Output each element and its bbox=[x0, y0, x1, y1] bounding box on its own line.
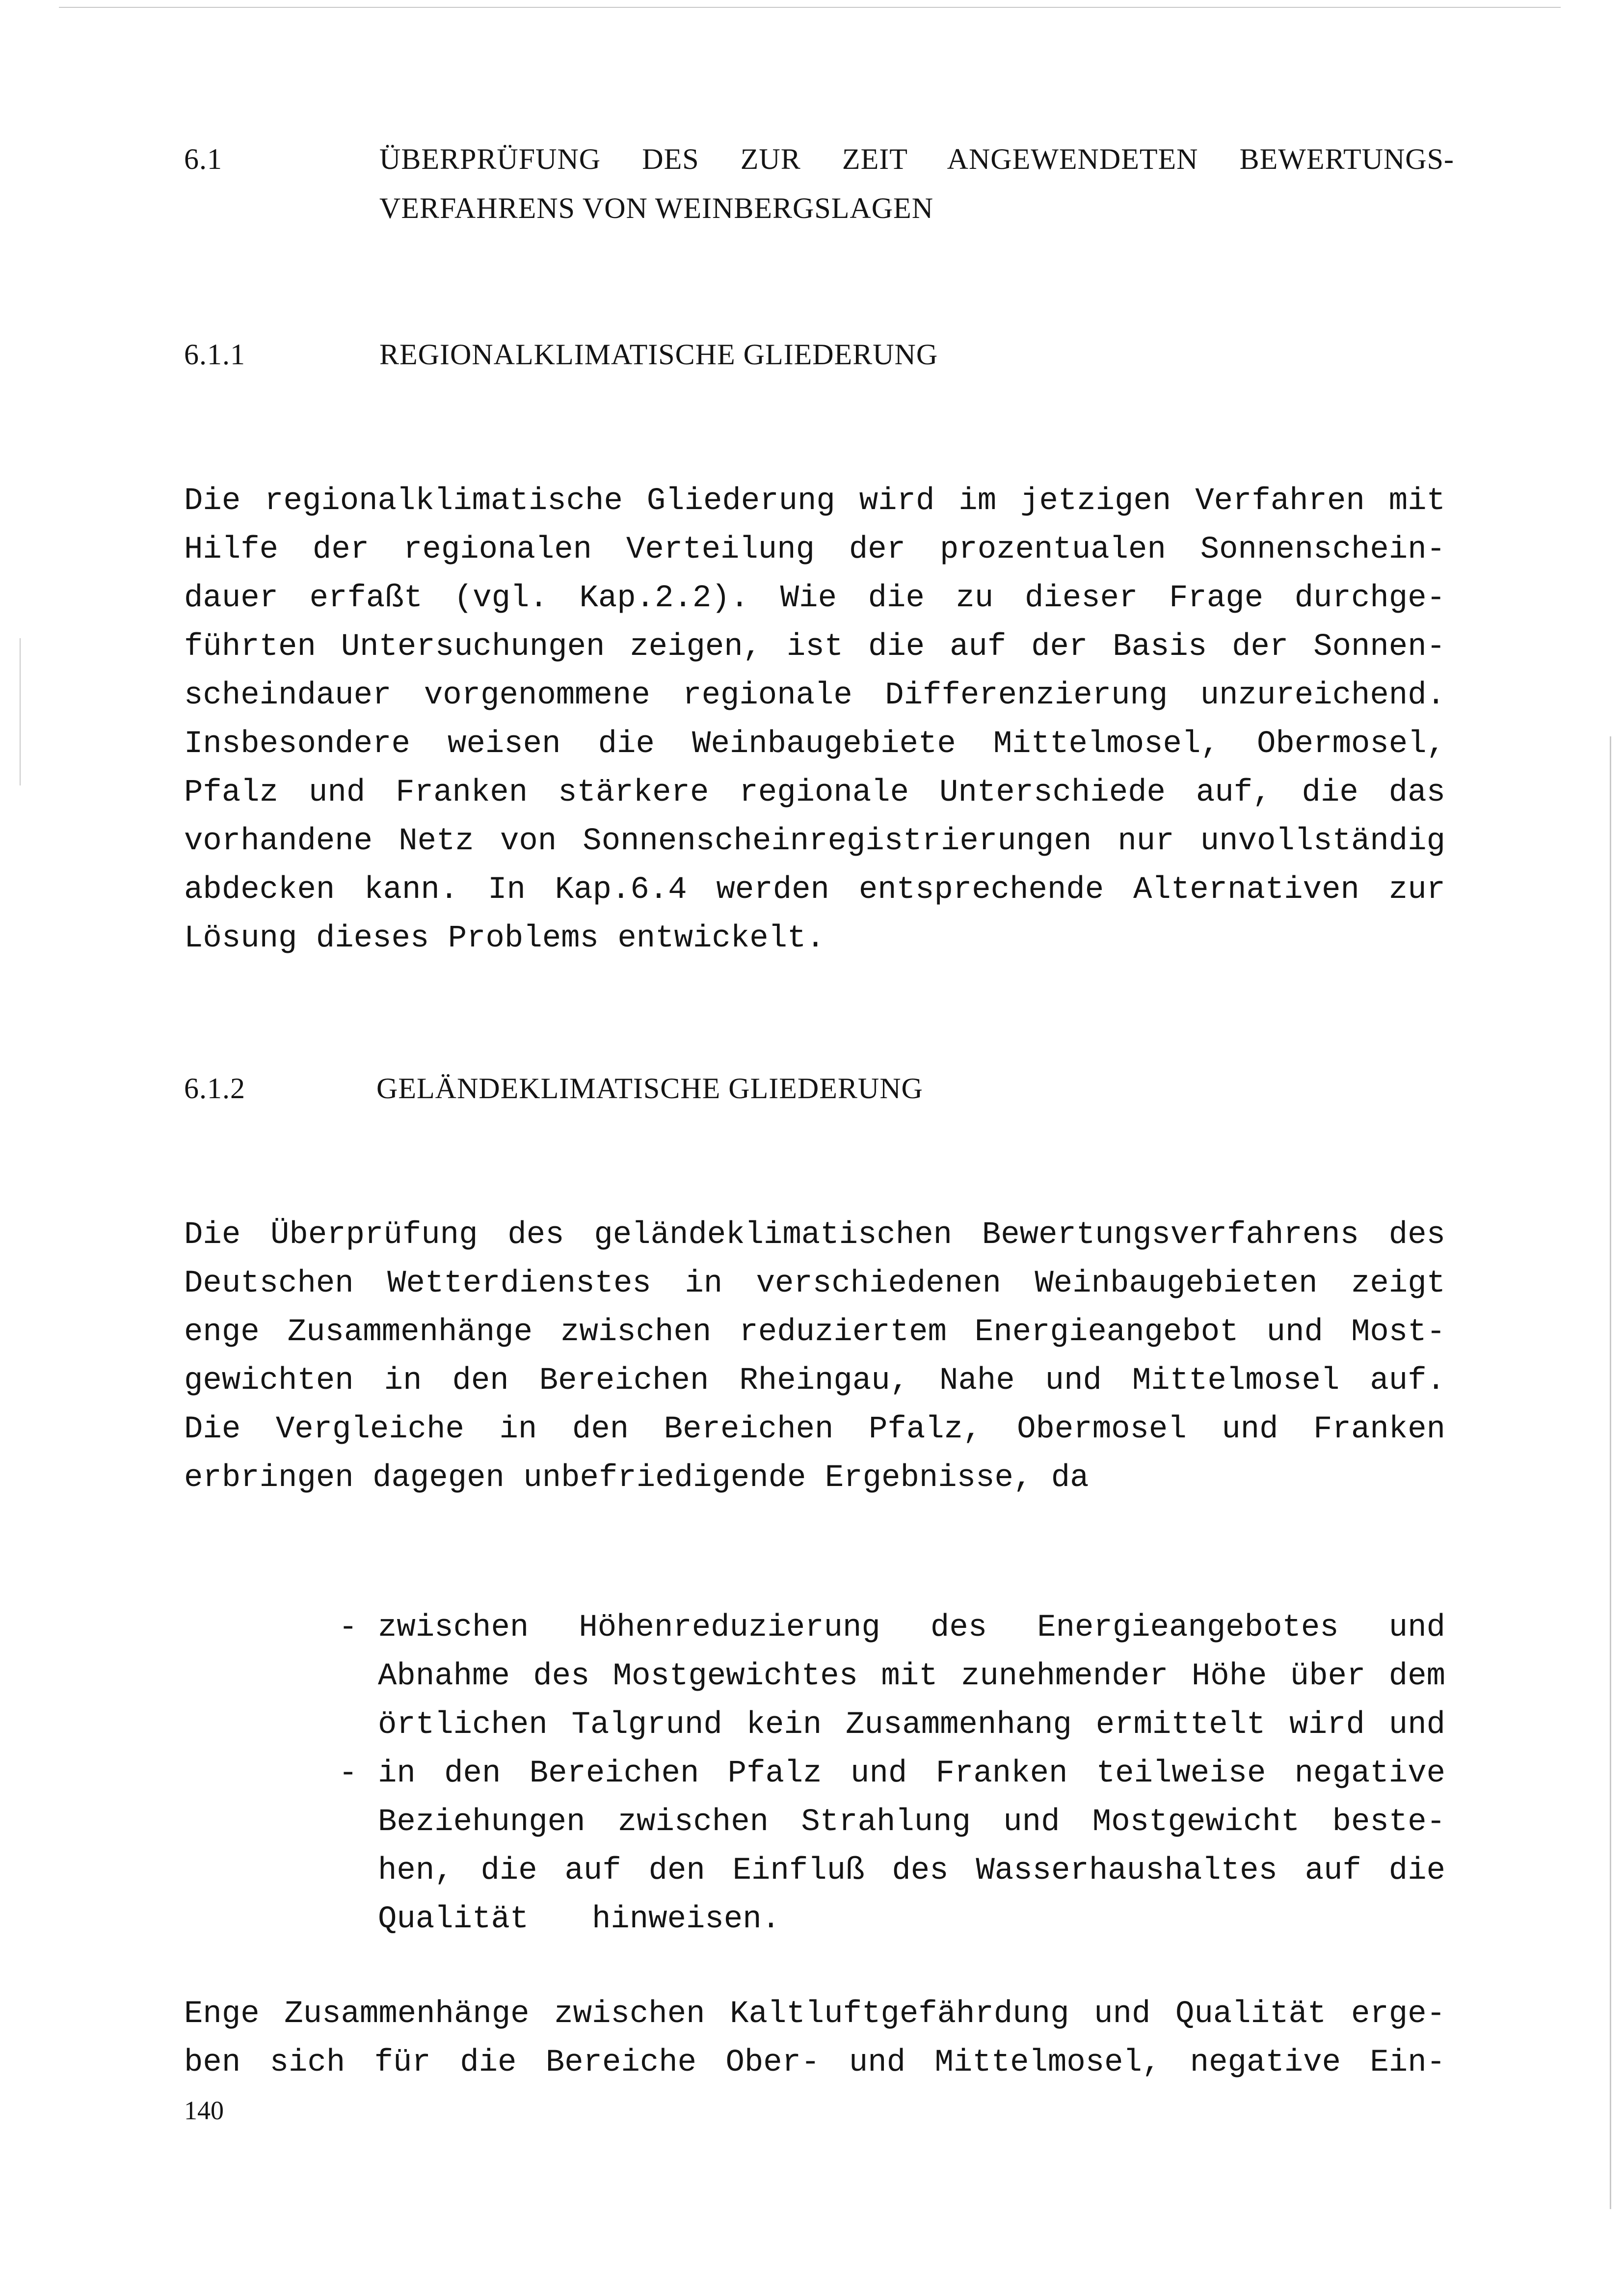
section-title: GELÄNDEKLIMATISCHE GLIEDERUNG bbox=[376, 1072, 923, 1105]
list-marker: - bbox=[339, 1610, 358, 1646]
text-line: dauer erfaßt (vgl. Kap.2.2). Wie die zu dieser Frage durchge- bbox=[184, 581, 1445, 616]
list-marker: - bbox=[339, 1756, 358, 1791]
text-line: Abnahme des Mostgewichtes mit zunehmender Höhe über dem bbox=[378, 1659, 1445, 1694]
section-number: 6.1.2 bbox=[184, 1072, 245, 1105]
text-line: enge Zusammenhänge zwischen reduziertem Energieangebot und Most- bbox=[184, 1315, 1445, 1350]
text-line: zwischen Höhenreduzierung des Energieangebotes und bbox=[378, 1610, 1445, 1646]
text-line: Die regionalklimatische Gliederung wird im jetzigen Verfahren mit bbox=[184, 484, 1445, 519]
section-title-line: ÜBERPRÜFUNG DES ZUR ZEIT ANGEWENDETEN BEWERTUNGS- bbox=[379, 143, 1454, 175]
text-line: Die Vergleiche in den Bereichen Pfalz, Obermosel und Franken bbox=[184, 1412, 1445, 1447]
paragraph-regional bbox=[184, 484, 1445, 974]
text-line: abdecken kann. In Kap.6.4 werden entsprechende Alternativen zur bbox=[184, 872, 1445, 908]
scan-edge-top bbox=[59, 7, 1561, 8]
section-heading-6-1 bbox=[184, 142, 1460, 231]
text-line: erbringen dagegen unbefriedigende Ergebnisse, da bbox=[184, 1460, 1089, 1496]
text-line: Enge Zusammenhänge zwischen Kaltluftgefährdung und Qualität erge- bbox=[184, 1997, 1445, 2032]
section-title-line: VERFAHRENS VON WEINBERGSLAGEN bbox=[379, 192, 934, 224]
text-line: hen, die auf den Einfluß des Wasserhaushaltes auf die bbox=[378, 1853, 1445, 1889]
text-line: örtlichen Talgrund kein Zusammenhang ermittelt wird und bbox=[378, 1707, 1445, 1743]
section-title: REGIONALKLIMATISCHE GLIEDERUNG bbox=[379, 338, 938, 371]
paragraph-closing bbox=[184, 1997, 1445, 2095]
section-heading-6-1-2 bbox=[184, 1072, 1460, 1111]
text-line: scheindauer vorgenommene regionale Differenzierung unzureichend. bbox=[184, 678, 1445, 713]
text-line: führten Untersuchungen zeigen, ist die auf der Basis der Sonnen- bbox=[184, 629, 1445, 665]
text-line: Pfalz und Franken stärkere regionale Unterschiede auf, die das bbox=[184, 775, 1445, 810]
list-item bbox=[378, 1610, 1445, 1757]
text-line: Lösung dieses Problems entwickelt. bbox=[184, 921, 825, 956]
scan-edge-left bbox=[20, 638, 21, 785]
scan-edge-right bbox=[1610, 736, 1611, 2209]
text-line: Deutschen Wetterdienstes in verschiedenen Weinbaugebieten zeigt bbox=[184, 1266, 1445, 1301]
text-line: Die Überprüfung des geländeklimatischen Bewertungsverfahrens des bbox=[184, 1217, 1445, 1253]
text-line: vorhandene Netz von Sonnenscheinregistrierungen nur unvollständig bbox=[184, 824, 1445, 859]
section-number: 6.1.1 bbox=[184, 338, 245, 371]
text-line: Beziehungen zwischen Strahlung und Mostgewicht beste- bbox=[378, 1805, 1445, 1840]
text-line: ben sich für die Bereiche Ober- und Mittelmosel, negative Ein- bbox=[184, 2045, 1445, 2080]
section-heading-6-1-1 bbox=[184, 338, 1460, 377]
section-number: 6.1 bbox=[184, 143, 222, 175]
page-number: 140 bbox=[184, 2096, 224, 2125]
list-item bbox=[378, 1756, 1445, 1952]
text-line: gewichten in den Bereichen Rheingau, Nahe und Mittelmosel auf. bbox=[184, 1363, 1445, 1399]
text-line: Qualität hinweisen. bbox=[378, 1902, 780, 1937]
text-line: Hilfe der regionalen Verteilung der prozentualen Sonnenschein- bbox=[184, 532, 1445, 567]
text-line: in den Bereichen Pfalz und Franken teilweise negative bbox=[378, 1756, 1445, 1791]
text-line: Insbesondere weisen die Weinbaugebiete Mittelmosel, Obermosel, bbox=[184, 727, 1445, 762]
paragraph-gelaende bbox=[184, 1217, 1445, 1512]
